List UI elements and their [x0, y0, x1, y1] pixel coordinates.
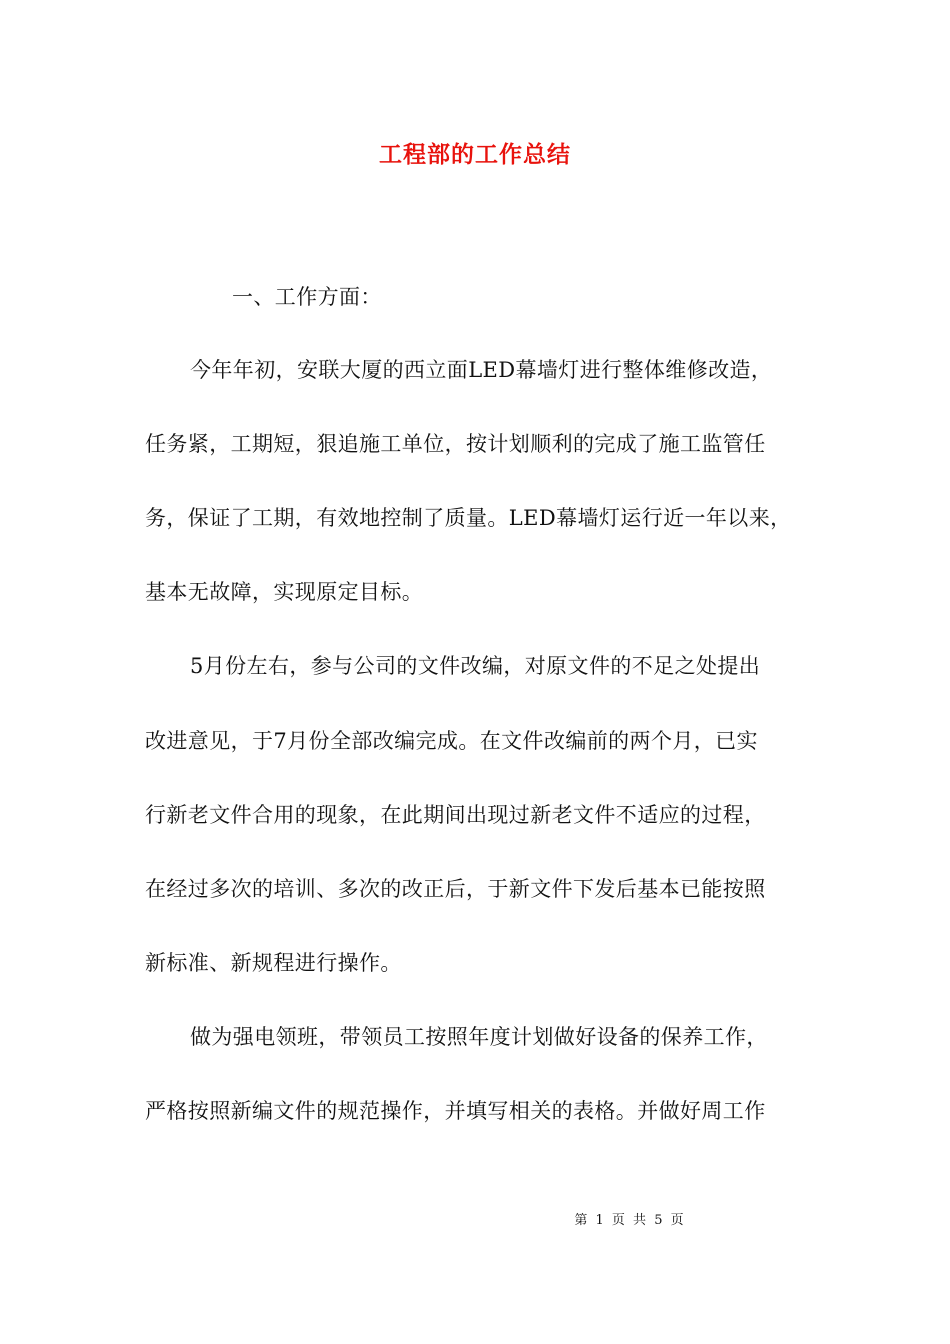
paragraph-line: 改进意见，于7月份全部改编完成。在文件改编前的两个月，已实 [145, 729, 758, 753]
paragraph-line: 5月份左右，参与公司的文件改编，对原文件的不足之处提出 [190, 654, 761, 678]
paragraph-line: 严格按照新编文件的规范操作，并填写相关的表格。并做好周工作 [145, 1099, 766, 1123]
document-title: 工程部的工作总结 [379, 142, 571, 168]
paragraph-line: 基本无故障，实现原定目标。 [145, 580, 424, 604]
paragraph-line: 行新老文件合用的现象，在此期间出现过新老文件不适应的过程， [145, 803, 766, 827]
page-footer: 第 1 页 共 5 页 [574, 1213, 686, 1228]
paragraph-line: 任务紧，工期短，狠追施工单位，按计划顺利的完成了施工监管任 [145, 432, 766, 456]
section-heading: 一、工作方面： [232, 285, 382, 309]
paragraph-line: 在经过多次的培训、多次的改正后，于新文件下发后基本已能按照 [145, 877, 766, 901]
paragraph-line: 新标准、新规程进行操作。 [145, 951, 402, 975]
paragraph-line: 做为强电领班，带领员工按照年度计划做好设备的保养工作， [190, 1025, 768, 1049]
paragraph-line: 务，保证了工期，有效地控制了质量。LED幕墙灯运行近一年以来， [145, 506, 792, 530]
paragraph-line: 今年年初，安联大厦的西立面LED幕墙灯进行整体维修改造， [190, 358, 773, 382]
